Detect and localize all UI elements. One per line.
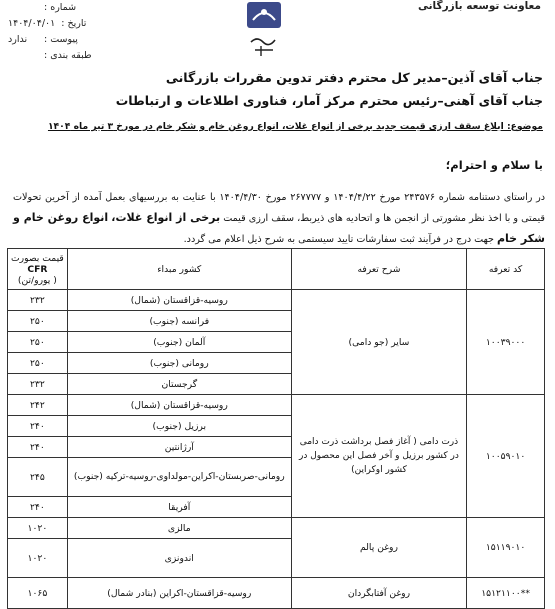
meta-attachment-label: پیوست :	[44, 34, 78, 45]
tariff-code: ۱۰۰۵۹۰۱۰	[467, 395, 545, 518]
meta-number-label: شماره :	[44, 2, 77, 13]
origin-country: آفریقا	[67, 497, 291, 518]
addressee-2: جناب آقای آهنی–رئیس محترم مرکز آمار، فناوری اطلاعات و ارتباطات	[115, 93, 543, 108]
meta-attachment-value: ندارد	[8, 34, 28, 45]
origin-country: رومانی-صربستان-اکراین-مولداوی-روسیه-ترکیه (جنوب)	[67, 458, 291, 497]
origin-country: فرانسه (جنوب)	[67, 311, 291, 332]
origin-country: آلمان (جنوب)	[67, 332, 291, 353]
origin-country: برزیل (جنوب)	[67, 416, 291, 437]
header-price-line1: قیمت بصورت	[11, 252, 64, 264]
body-part-3: جهت درج در فرآیند ثبت سفارشات تایید سیستمی به شرح ذیل اعلام می گردد.	[183, 234, 497, 245]
origin-country: روسیه-قزاقستان-اکراین (بنادر شمال)	[67, 578, 291, 609]
meta-date-label: تاریخ :	[61, 18, 87, 29]
price-table	[7, 248, 545, 609]
tariff-code: **۱۵۱۲۱۱۰۰	[467, 578, 545, 609]
tariff-description: روغن پالم	[291, 518, 466, 578]
table-row	[8, 578, 545, 609]
meta-date-value: ۱۴۰۴/۰۴/۰۱	[8, 18, 56, 29]
tariff-description: سایر (جو دامی)	[291, 290, 466, 395]
meta-attachment-row	[8, 32, 158, 48]
addressee-1: جناب آقای آذین–مدیر کل محترم دفتر تدوین مقررات بازرگانی	[165, 70, 543, 85]
header-code: کد تعرفه	[467, 249, 545, 290]
meta-number-row	[8, 0, 158, 16]
price-value: ۲۵۰	[8, 332, 68, 353]
meta-classification-label: طبقه بندی :	[44, 50, 92, 61]
tariff-code: ۱۵۱۱۹۰۱۰	[467, 518, 545, 578]
price-value: ۱۰۲۰	[8, 518, 68, 539]
tariff-code: ۱۰۰۳۹۰۰۰	[467, 290, 545, 395]
body-paragraph	[13, 188, 545, 250]
origin-country: آرژانتین	[67, 437, 291, 458]
header-desc: شرح تعرفه	[291, 249, 466, 290]
origin-country: روسیه-قزاقستان (شمال)	[67, 290, 291, 311]
subject-line: موضوع: ابلاغ سقف ارزی قیمت جدید برخی از انواع غلات، انواع روغن خام و شکر خام در مورخ ۳ تیر ماه ۱۴۰۴	[47, 121, 543, 132]
greeting: با سلام و احترام؛	[445, 158, 543, 172]
price-value: ۲۴۵	[8, 458, 68, 497]
table-header-row	[8, 249, 545, 290]
origin-country: مالزی	[67, 518, 291, 539]
origin-country: رومانی (جنوب)	[67, 353, 291, 374]
price-value: ۲۵۰	[8, 311, 68, 332]
origin-country: اندونزی	[67, 539, 291, 578]
price-value: ۲۴۰	[8, 497, 68, 518]
origin-country: روسیه-قزاقستان (شمال)	[67, 395, 291, 416]
origin-country: گرجستان	[67, 374, 291, 395]
body-part-1: در راستای دستنامه شماره ۲۴۳۵۷۶ مورخ ۱۴۰۴/۴/۲۲ و ۲۶۷۷۷۷ مورخ ۱۴۰۴/۴/۳۰ با عنایت به بررسیهای بعمل آمده از آخرین تحولات قیمتی و با اخذ نظر مشورتی از انجمن ها و اتحادیه های ذیربط، سقف ارزی قیمت	[13, 192, 545, 224]
letter-meta	[8, 0, 158, 64]
meta-classification-row	[8, 48, 158, 64]
header-price-line3: ( یورو/تن)	[17, 274, 57, 286]
body-bold-1: برخی از انواع غلات،	[111, 211, 221, 224]
price-value: ۲۴۰	[8, 437, 68, 458]
header-price	[8, 249, 68, 290]
meta-date-row	[8, 16, 158, 32]
table-row	[8, 395, 545, 416]
tariff-description: روغن آفتابگردان	[291, 578, 466, 609]
meta-number-value	[8, 0, 38, 16]
price-value: ۱۰۶۵	[8, 578, 68, 609]
header-price-line2: CFR	[27, 263, 48, 275]
price-value: ۱۰۲۰	[8, 539, 68, 578]
price-value: ۲۳۲	[8, 374, 68, 395]
price-value: ۲۵۰	[8, 353, 68, 374]
price-value: ۲۳۲	[8, 290, 68, 311]
table-row	[8, 290, 545, 311]
meta-classification-value	[8, 48, 38, 64]
bank-logo	[243, 0, 285, 64]
table-row	[8, 518, 545, 539]
department-name: معاونت توسعه بازرگانی	[417, 0, 541, 12]
tariff-description: ذرت دامی ( آغاز فصل برداشت ذرت دامی در کشور برزیل و آخر فصل این محصول در کشور اوکراین)	[291, 395, 466, 518]
price-value: ۲۴۰	[8, 416, 68, 437]
body-bold-2: انواع روغن خام و شکر خام	[13, 211, 545, 245]
price-value: ۲۴۲	[8, 395, 68, 416]
header-country: کشور مبداء	[67, 249, 291, 290]
